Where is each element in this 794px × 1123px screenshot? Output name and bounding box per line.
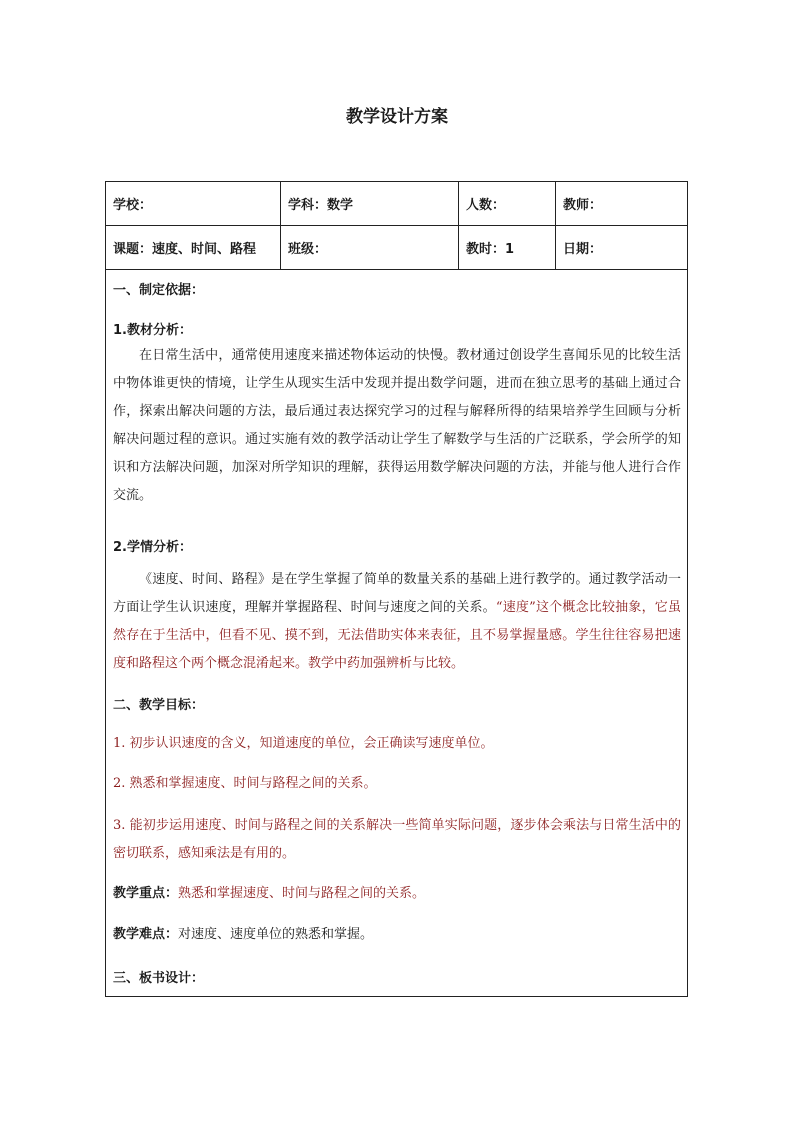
lesson-plan-table [105, 181, 688, 997]
subject-cell: 学科：数学 [281, 182, 459, 225]
section-3-heading: 三、板书设计： [113, 971, 205, 986]
header-row-1 [106, 182, 687, 226]
goal-1: 1. 初步认识速度的含义，知道速度的单位，会正确读写速度单位。 [113, 736, 494, 751]
section-2-heading: 二、教学目标： [113, 698, 205, 713]
difficulty-text: 对速度、速度单位的熟悉和掌握。 [178, 927, 374, 942]
school-cell: 学校： [106, 182, 281, 225]
student-analysis-text-b: “速度”这个概念比较抽象，它虽然存在于生活中，但看不见、摸不到，无法借助实体来表征，且不易掌握量感。学生往往容易把速度和路程这个两个概念混淆起来。教学中药加强辨析与比较。 [113, 600, 681, 671]
class-cell: 班级： [281, 226, 459, 269]
count-cell: 人数： [459, 182, 556, 225]
goal-2: 2. 熟悉和掌握速度、时间与路程之间的关系。 [113, 776, 377, 791]
textbook-analysis-text: 在日常生活中，通常使用速度来描述物体运动的快慢。教材通过创设学生喜闻乐见的比较生活中物体谁更快的情境，让学生从现实生活中发现并提出数学问题，进而在独立思考的基础上通过合作，探索出解决问题的方法，最后通过表达探究学习的过程与解释所得的结果培养学生回顾与分析解决问题过程的意识。通过实施有效的教学活动让学生了解数学与生活的广泛联系，学会所学的知识和方法解决问题，加深对所学知识的理解，获得运用数学解决问题的方法，并能与他人进行合作交流。 [113, 348, 681, 503]
teacher-cell: 教师： [563, 198, 603, 213]
section-1-heading: 一、制定依据： [113, 283, 205, 298]
key-point-text: 熟悉和掌握速度、时间与路程之间的关系。 [178, 886, 426, 901]
header-row-2 [106, 226, 687, 270]
topic-cell: 课题：速度、时间、路程 [106, 226, 281, 269]
difficulty-label: 教学难点： [113, 927, 179, 942]
difficulty [113, 922, 681, 948]
page-title: 教学设计方案 [346, 107, 448, 127]
student-analysis-text [113, 566, 681, 678]
section-1-2-heading: 2.学情分析： [113, 540, 192, 555]
hours-cell: 教时：1 [459, 226, 556, 269]
goal-3: 3. 能初步运用速度、时间与路程之间的关系解决一些简单实际问题，逐步体会乘法与日常生活中的密切联系，感知乘法是有用的。 [113, 818, 681, 861]
section-1-1-heading: 1.教材分析： [113, 323, 192, 338]
date-cell: 日期： [563, 242, 603, 257]
student-analysis-text-a: 《速度、时间、路程》是在学生掌握了简单的数量关系的基础上进行教学的。通过教学活动一方面让学生认识速度，理解并掌握路程、时间与速度之间的关系。 [113, 572, 681, 615]
key-point-label: 教学重点： [113, 886, 179, 901]
key-point [113, 881, 681, 907]
